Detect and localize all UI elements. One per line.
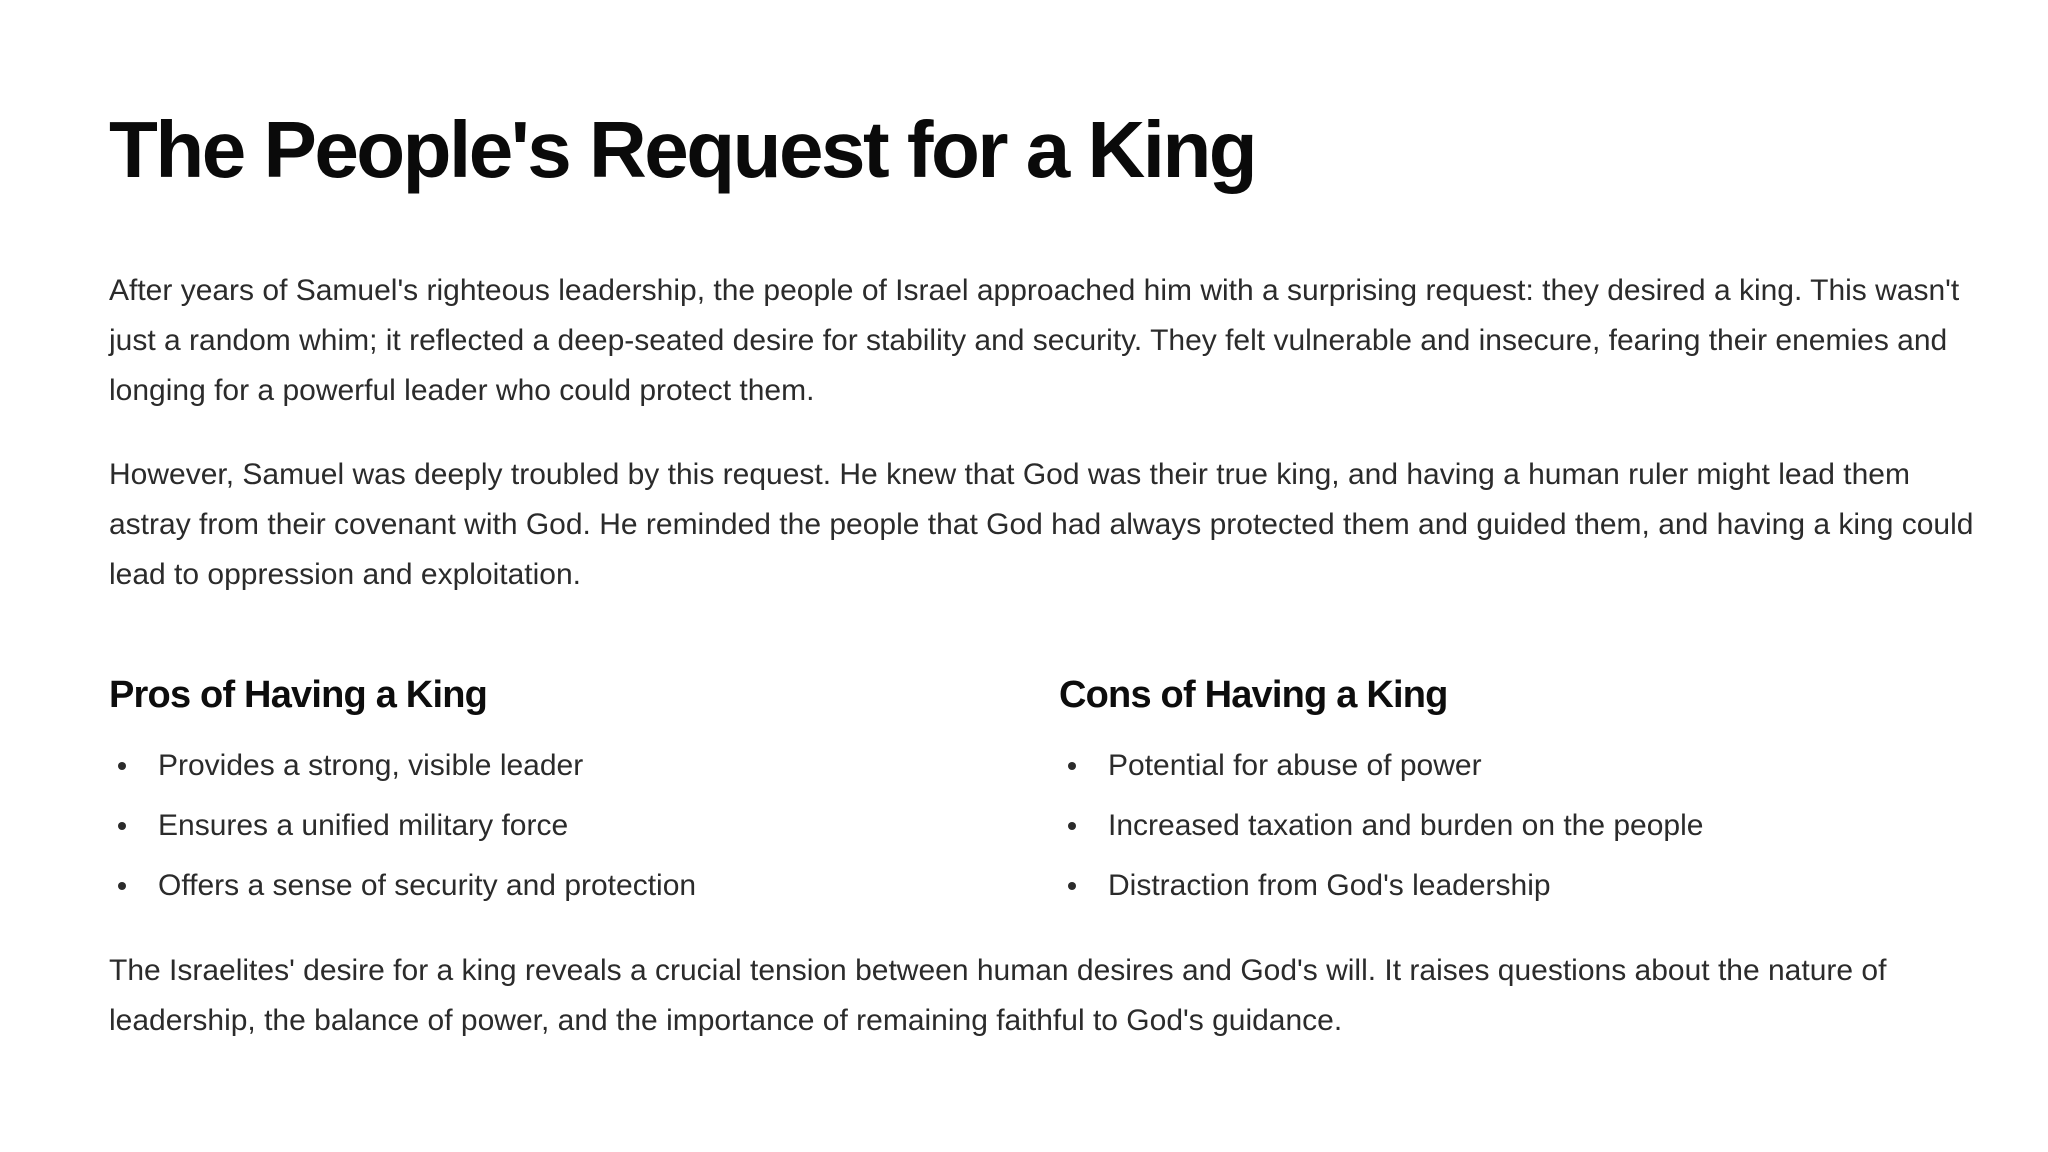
bullet-icon [1068,822,1076,830]
list-item [109,736,1059,796]
bullet-icon [1068,882,1076,890]
conclusion-paragraph: The Israelites' desire for a king reveals a crucial tension between human desires and God's will. It raises questions about the nature of leadership, the balance of power, and the importance of remaining faithful to God's guidance. [109,954,1887,1037]
bullet-icon [1068,762,1076,770]
bullet-icon [118,882,126,890]
list-item [1059,736,2009,796]
bullet-icon [118,822,126,830]
bullet-icon [118,762,126,770]
list-item-text: Potential for abuse of power [1108,749,1482,782]
slide [109,100,1989,1046]
list-item-text: Increased taxation and burden on the people [1108,809,1704,842]
cons-column [1059,670,2009,916]
list-item-text: Offers a sense of security and protection [158,869,697,902]
list-item-text: Provides a strong, visible leader [158,749,584,782]
page-title: The People's Request for a King [109,105,1256,194]
list-item [1059,796,2009,856]
samuel-paragraph: However, Samuel was deeply troubled by this request. He knew that God was their true king, and having a human ruler might lead them astray from their covenant with God. He reminded the people that God had always protected them and guided them, and having a king could lead to oppression and exploitation. [109,458,1974,591]
list-item [1059,856,2009,916]
list-item [109,796,1059,856]
list-item-text: Distraction from God's leadership [1108,869,1551,902]
list-item-text: Ensures a unified military force [158,809,569,842]
pros-column [109,670,1059,916]
pros-list [109,736,1059,916]
pros-heading: Pros of Having a King [109,674,488,716]
pros-cons-columns [109,670,2009,916]
cons-heading: Cons of Having a King [1059,674,1448,716]
list-item [109,856,1059,916]
cons-list [1059,736,2009,916]
intro-paragraph: After years of Samuel's righteous leadership, the people of Israel approached him with a surprising request: they desired a king. This wasn't just a random whim; it reflected a deep-seated desire for stability and security. They felt vulnerable and insecure, fearing their enemies and longing for a powerful leader who could protect them. [109,274,1960,407]
